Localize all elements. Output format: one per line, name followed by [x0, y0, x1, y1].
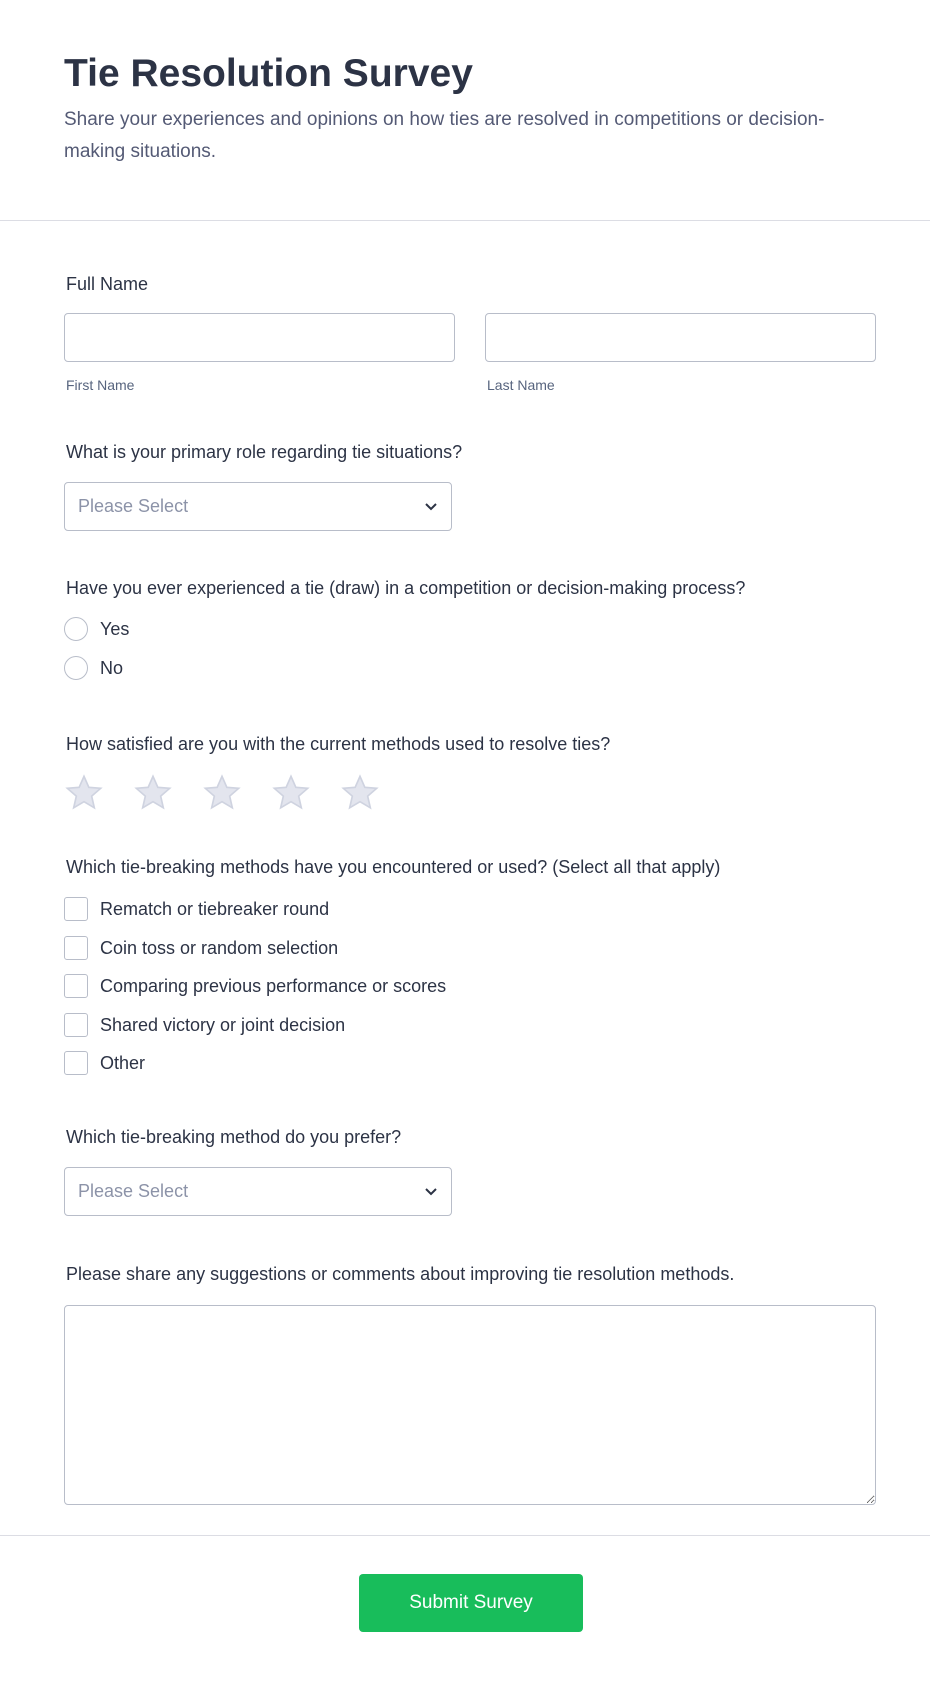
checkbox[interactable] [64, 1013, 88, 1037]
radio-no[interactable] [64, 656, 123, 680]
checkbox-option[interactable] [64, 1013, 345, 1037]
checkbox[interactable] [64, 936, 88, 960]
satisfaction-label: How satisfied are you with the current methods used to resolve ties? [66, 734, 611, 754]
star-icon[interactable] [271, 773, 311, 813]
submit-button[interactable]: Submit Survey [359, 1574, 583, 1632]
radio-circle[interactable] [64, 617, 88, 641]
radio-label: No [100, 657, 124, 678]
first-name-input[interactable] [64, 313, 455, 362]
star-icon[interactable] [64, 773, 104, 813]
radio-circle[interactable] [64, 656, 88, 680]
preferred-select[interactable] [64, 1167, 452, 1216]
checkbox-option[interactable] [64, 1051, 145, 1075]
comments-label: Please share any suggestions or comments about improving tie resolution methods. [66, 1264, 735, 1284]
header-divider [0, 220, 930, 221]
footer-divider [0, 1535, 930, 1536]
page-title: Tie Resolution Survey [64, 52, 473, 95]
last-name-input[interactable] [485, 313, 876, 362]
checkbox-label: Other [100, 1052, 146, 1073]
comments-textarea[interactable] [64, 1305, 876, 1505]
chevron-down-icon [424, 496, 438, 517]
star-icon[interactable] [340, 773, 380, 813]
checkbox-option[interactable] [64, 974, 446, 998]
role-label: What is your primary role regarding tie situations? [66, 442, 463, 462]
checkbox[interactable] [64, 1051, 88, 1075]
star-icon[interactable] [202, 773, 242, 813]
preferred-select-placeholder: Please Select [78, 1181, 189, 1201]
preferred-label: Which tie-breaking method do you prefer? [66, 1127, 402, 1147]
checkbox-option[interactable] [64, 897, 329, 921]
page-subtitle: Share your experiences and opinions on how ties are resolved in competitions or decision-making situations. [64, 109, 825, 162]
checkbox[interactable] [64, 897, 88, 921]
checkbox-label: Coin toss or random selection [100, 937, 339, 958]
radio-label: Yes [100, 618, 130, 639]
last-name-sublabel: Last Name [487, 377, 555, 393]
star-rating [64, 773, 380, 813]
radio-yes[interactable] [64, 617, 129, 641]
checkbox[interactable] [64, 974, 88, 998]
methods-label: Which tie-breaking methods have you encountered or used? (Select all that apply) [66, 857, 721, 877]
first-name-sublabel: First Name [66, 377, 135, 393]
checkbox-label: Shared victory or joint decision [100, 1014, 346, 1035]
chevron-down-icon [424, 1181, 438, 1202]
star-icon[interactable] [133, 773, 173, 813]
role-select-placeholder: Please Select [78, 496, 189, 516]
checkbox-option[interactable] [64, 936, 338, 960]
experienced-label: Have you ever experienced a tie (draw) in a competition or decision-making process? [66, 578, 746, 598]
checkbox-label: Comparing previous performance or scores [100, 975, 447, 996]
full-name-label: Full Name [66, 274, 149, 294]
role-select[interactable] [64, 482, 452, 531]
checkbox-label: Rematch or tiebreaker round [100, 898, 330, 919]
